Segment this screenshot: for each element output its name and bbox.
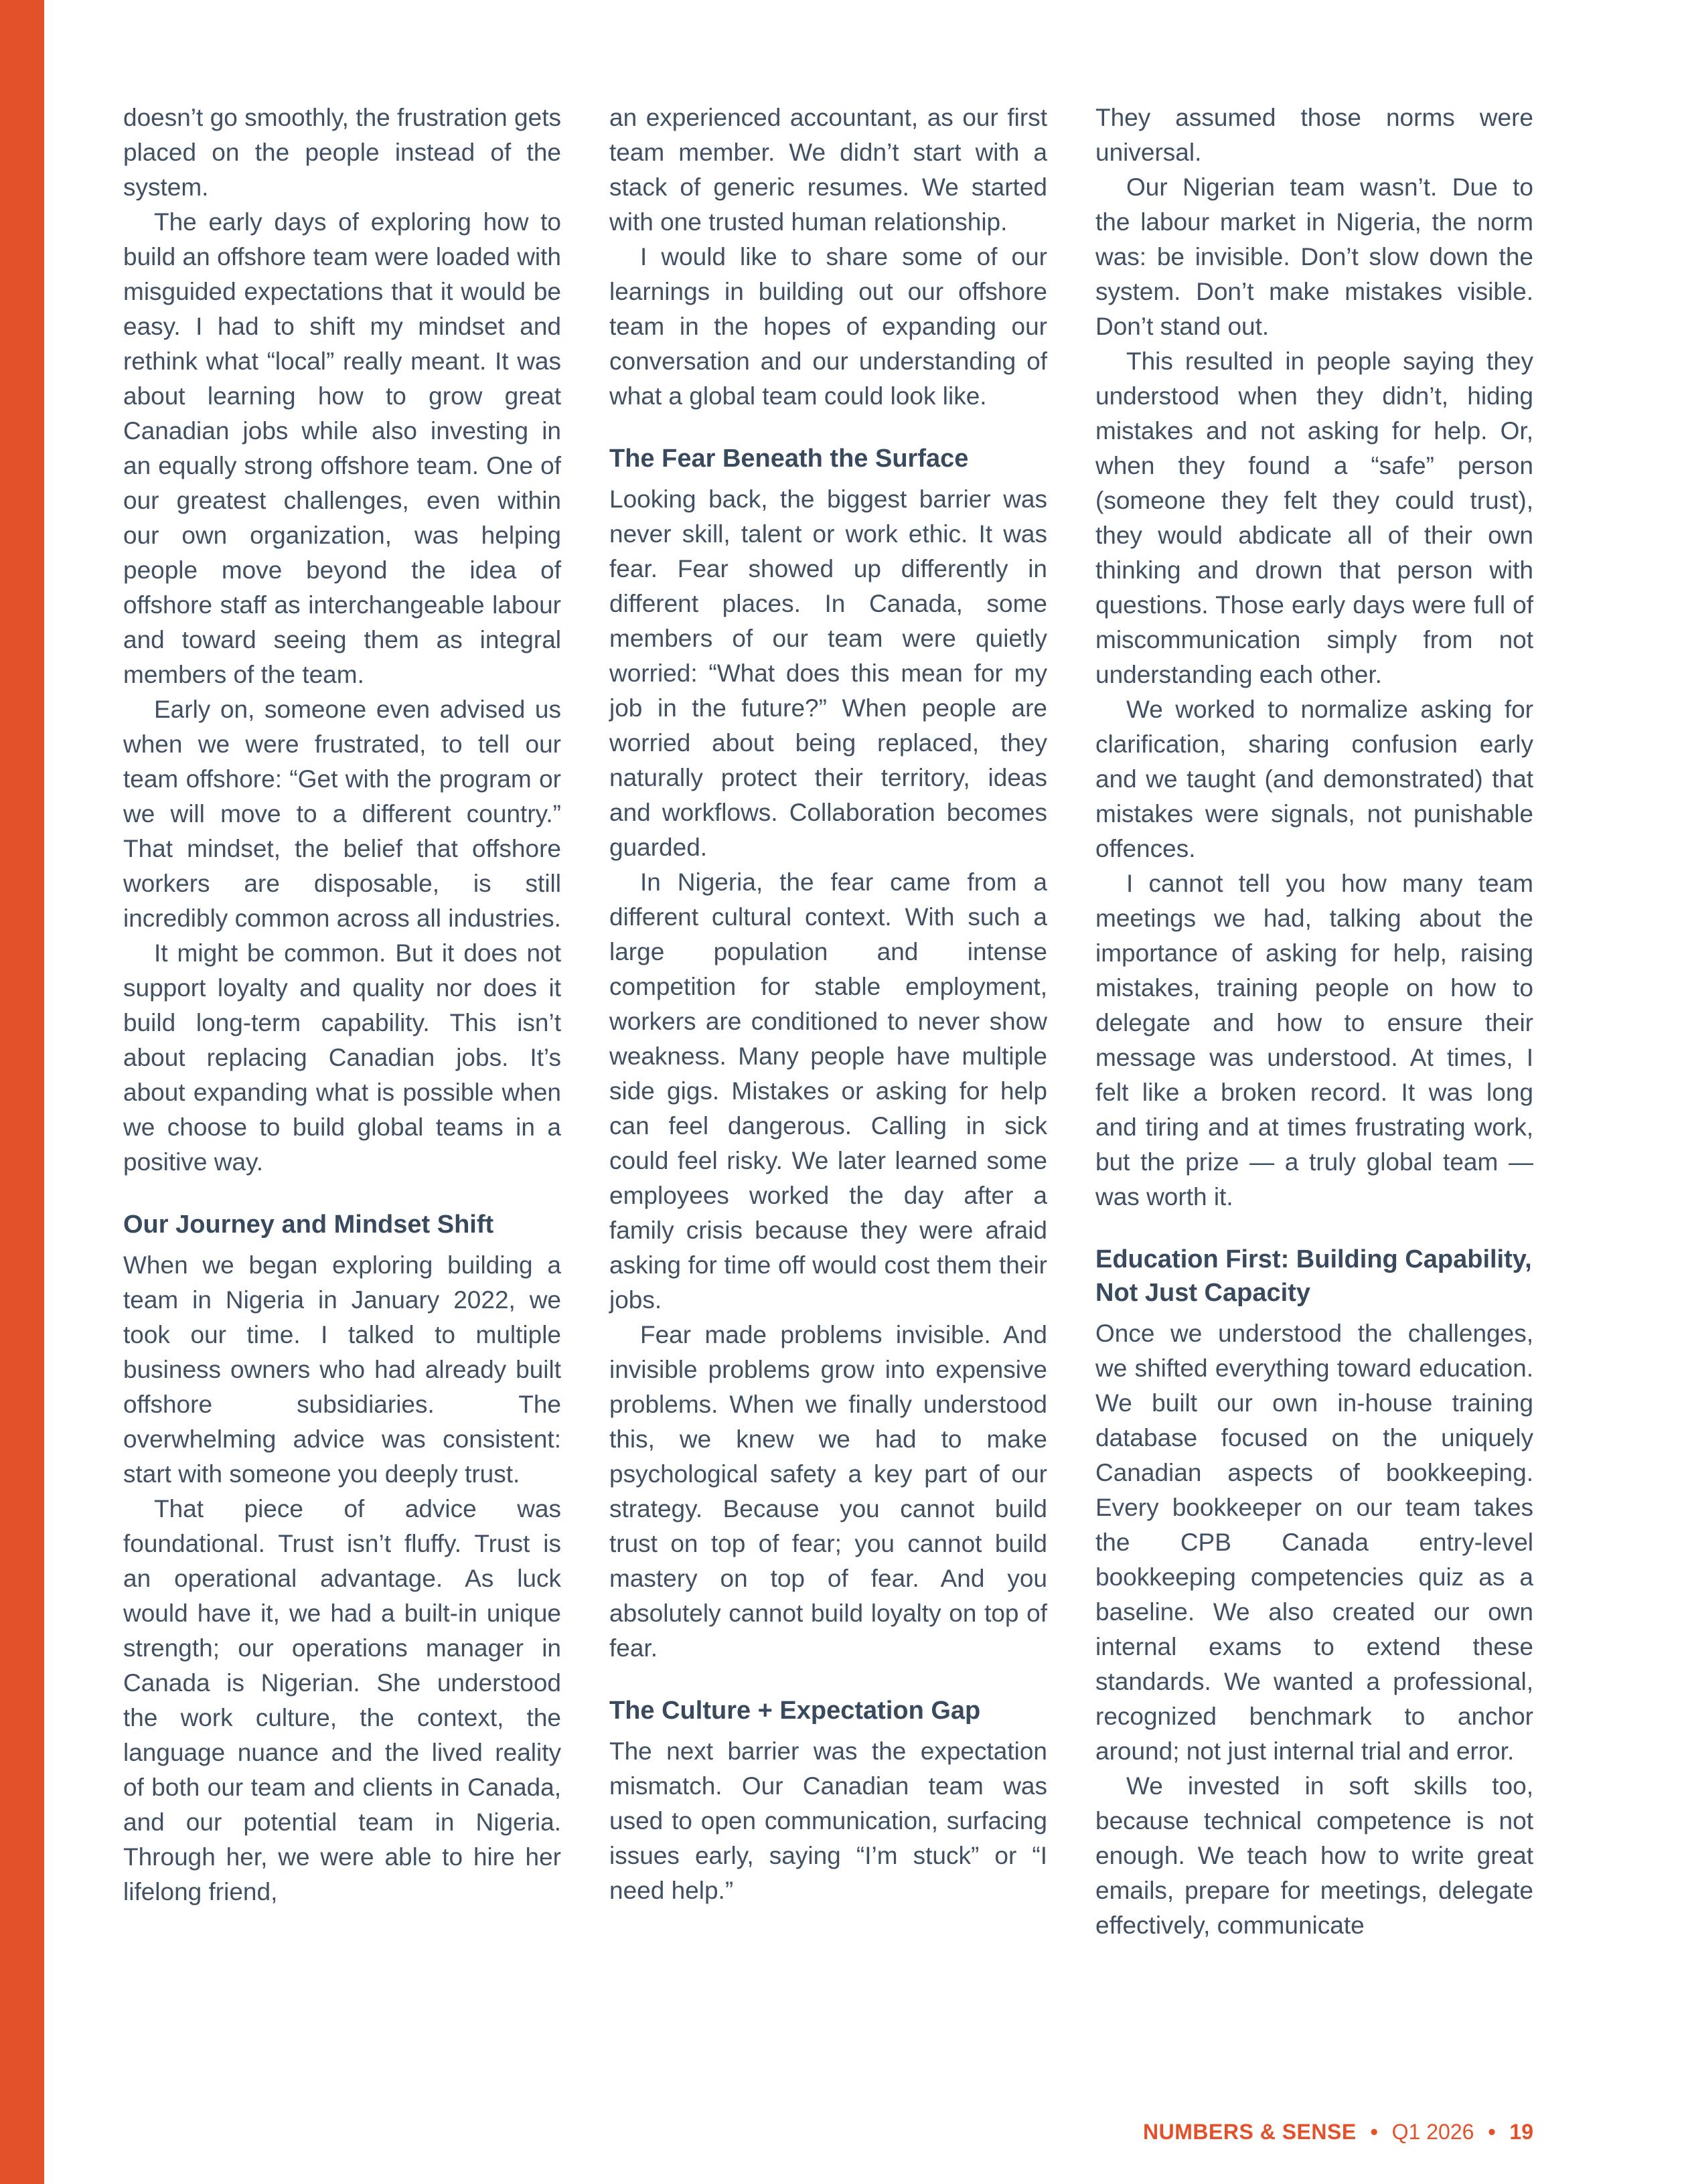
paragraph: Our Nigerian team wasn’t. Due to the labour market in Nigeria, the norm was: be invisible. Don’t slow down the system. Don’t make mistakes visible. Don’t stand out. xyxy=(1095,173,1533,340)
article-body xyxy=(123,100,1533,1943)
text-column-3 xyxy=(1095,100,1533,1943)
paragraph: Once we understood the challenges, we shifted everything toward education. We built our own in-house training database focused on the uniquely Canadian aspects of bookkeeping. Every bookkeeper on our team takes the CPB Canada entry-level bookkeeping competencies quiz as a baseline. We also created our own internal exams to extend these standards. We wanted a professional, recognized benchmark to anchor around; not just internal trial and error. xyxy=(1095,1320,1533,1765)
paragraph: I would like to share some of our learnings in building out our offshore team in the hopes of expanding our conversation and our understanding of what a global team could look like. xyxy=(609,243,1047,410)
paragraph: I cannot tell you how many team meetings we had, talking about the importance of asking for help, raising mistakes, training people on how to delegate and how to ensure their message was understood. At times, I felt like a broken record. It was long and tiring and at times frustrating work, but the prize — a truly global team — was worth it. xyxy=(1095,870,1533,1211)
paragraph: Looking back, the biggest barrier was never skill, talent or work ethic. It was fear. Fear showed up differently in different places. In Canada, some members of our team were quietly worried: “What does this mean for my job in the future?” When people are worried about being replaced, they naturally protect their territory, ideas and workflows. Collaboration becomes guarded. xyxy=(609,485,1047,861)
paragraph: They assumed those norms were universal. xyxy=(1095,104,1533,166)
text-column-2 xyxy=(609,100,1047,1943)
paragraph: Fear made problems invisible. And invisible problems grow into expensive problems. When we finally understood this, we knew we had to make psychological safety a key part of our strategy. Because you cannot build trust on top of fear; you cannot build mastery on top of fear. And you absolutely cannot build loyalty on top of fear. xyxy=(609,1321,1047,1662)
magazine-name: NUMBERS & SENSE xyxy=(1143,2120,1357,2144)
footer-separator: • xyxy=(1370,2120,1378,2144)
footer-separator: • xyxy=(1488,2120,1496,2144)
issue-label: Q1 2026 xyxy=(1391,2120,1474,2144)
paragraph: It might be common. But it does not support loyalty and quality nor does it build long-term capability. This isn’t about replacing Canadian jobs. It’s about expanding what is possible when we choose to build global teams in a positive way. xyxy=(123,939,561,1176)
paragraph: That piece of advice was foundational. Trust isn’t fluffy. Trust is an operational advantage. As luck would have it, we had a built-in unique strength; our operations manager in Canada is Nigerian. She understood the work culture, the context, the language nuance and the lived reality of both our team and clients in Canada, and our potential team in Nigeria. Through her, we were able to hire her lifelong friend, xyxy=(123,1495,561,1905)
section-heading: Our Journey and Mindset Shift xyxy=(123,1211,494,1239)
paragraph: When we began exploring building a team in Nigeria in January 2022, we took our time. I talked to multiple business owners who had already built offshore subsidiaries. The overwhelming advice was consistent: start with someone you deeply trust. xyxy=(123,1251,561,1488)
paragraph: doesn’t go smoothly, the frustration gets placed on the people instead of the system. xyxy=(123,104,561,201)
section-heading: The Fear Beneath the Surface xyxy=(609,445,969,473)
paragraph: Early on, someone even advised us when we were frustrated, to tell our team offshore: “Get with the program or we will move to a different country.” That mindset, the belief that offshore workers are disposable, is still incredibly common across all industries. xyxy=(123,696,561,932)
page-footer xyxy=(1143,2118,1533,2145)
paragraph: We worked to normalize asking for clarification, sharing confusion early and we taught (and demonstrated) that mistakes were signals, not punishable offences. xyxy=(1095,696,1533,862)
paragraph: In Nigeria, the fear came from a different cultural context. With such a large population and intense competition for stable employment, workers are conditioned to never show weakness. Many people have multiple side gigs. Mistakes or asking for help can feel dangerous. Calling in sick could feel risky. We later learned some employees worked the day after a family crisis because they were afraid asking for time off would cost them their jobs. xyxy=(609,868,1047,1314)
section-heading: Education First: Building Capability, Not Just Capacity xyxy=(1095,1245,1532,1307)
paragraph: The early days of exploring how to build an offshore team were loaded with misguided expectations that it would be easy. I had to shift my mindset and rethink what “local” really meant. It was about learning how to grow great Canadian jobs while also investing in an equally strong offshore team. One of our greatest challenges, even within our own organization, was helping people move beyond the idea of offshore staff as interchangeable labour and toward seeing them as integral members of the team. xyxy=(123,208,561,688)
page-number: 19 xyxy=(1509,2120,1533,2144)
section-heading: The Culture + Expectation Gap xyxy=(609,1697,981,1725)
paragraph: We invested in soft skills too, because technical competence is not enough. We teach how to write great emails, prepare for meetings, delegate effectively, communicate xyxy=(1095,1772,1533,1939)
text-column-1 xyxy=(123,100,561,1943)
page-accent-bar xyxy=(0,0,44,2184)
paragraph: The next barrier was the expectation mismatch. Our Canadian team was used to open communication, surfacing issues early, saying “I’m stuck” or “I need help.” xyxy=(609,1737,1047,1904)
paragraph: an experienced accountant, as our first team member. We didn’t start with a stack of generic resumes. We started with one trusted human relationship. xyxy=(609,104,1047,236)
paragraph: This resulted in people saying they understood when they didn’t, hiding mistakes and not asking for help. Or, when they found a “safe” person (someone they felt they could trust), they would abdicate all of their own thinking and drown that person with questions. Those early days were full of miscommunication simply from not understanding each other. xyxy=(1095,347,1533,688)
